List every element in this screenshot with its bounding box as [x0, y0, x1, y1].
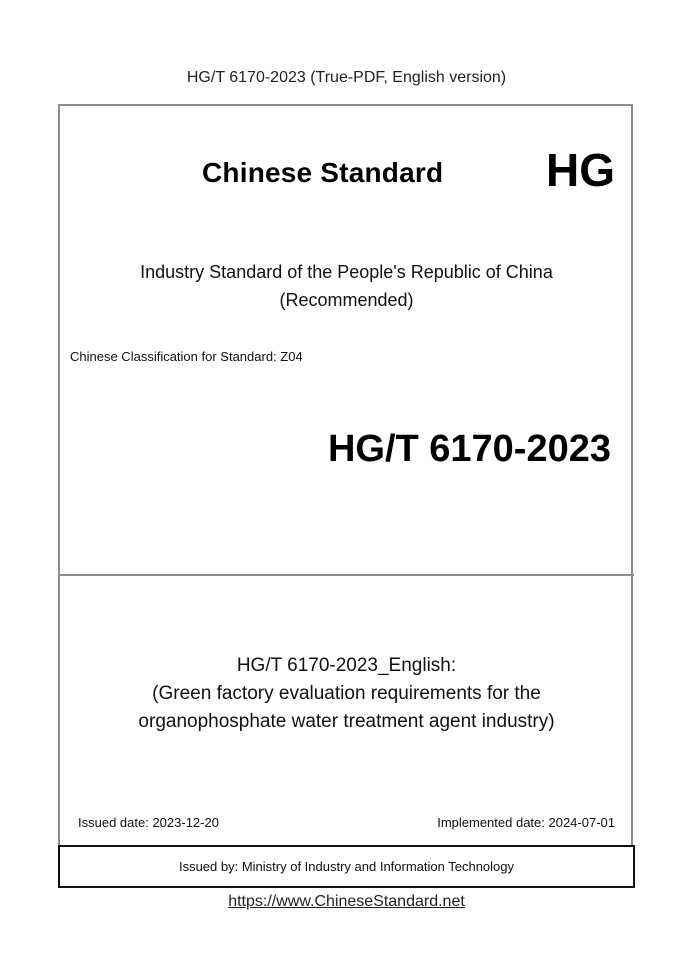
cover-heading: Chinese Standard — [202, 157, 444, 188]
title-line-1: HG/T 6170-2023_English: — [236, 655, 457, 676]
standard-code-badge: HG — [546, 144, 615, 196]
website-link[interactable]: https://www.ChineseStandard.net — [228, 893, 465, 910]
document-header-title: HG/T 6170-2023 (True-PDF, English version) — [186, 69, 507, 86]
standard-number: HG/T 6170-2023 — [327, 428, 611, 470]
industry-line-1: Industry Standard of the People's Republic of China — [140, 262, 553, 282]
title-line-3: organophosphate water treatment agent industry) — [138, 711, 555, 732]
website-link-container — [0, 893, 693, 911]
cover-divider — [58, 574, 634, 576]
issued-date: Issued date: 2023-12-20 — [78, 815, 219, 830]
industry-line-2: (Recommended) — [279, 290, 414, 310]
title-line-2: (Green factory evaluation requirements for the — [152, 683, 541, 704]
classification-label: Chinese Classification for Standard: Z04 — [70, 349, 303, 364]
document-title — [0, 652, 693, 736]
issuer-box — [58, 845, 635, 888]
industry-standard-label — [0, 258, 693, 314]
issued-by-label: Issued by: Ministry of Industry and Information Technology — [178, 859, 515, 874]
implemented-date: Implemented date: 2024-07-01 — [437, 815, 615, 830]
